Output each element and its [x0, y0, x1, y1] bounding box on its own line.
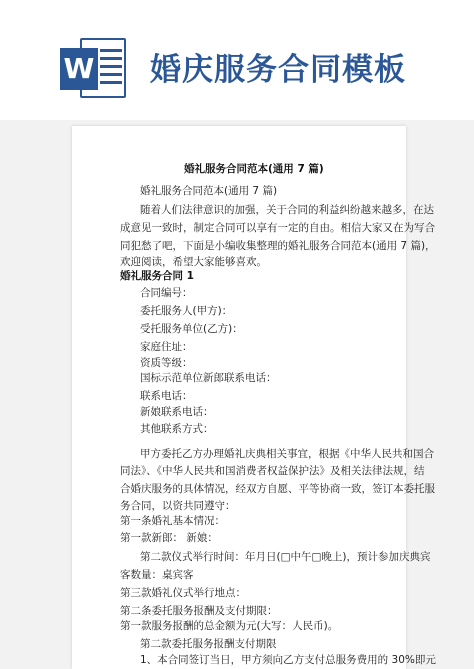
document-page: [72, 126, 436, 669]
form-field-label: 资质等级：: [140, 357, 193, 369]
banner-title: 婚庆服务合同模板: [150, 52, 406, 88]
paragraph-line: 欢迎阅读，希望大家能够喜欢。: [120, 256, 267, 268]
clause-line: 第一条婚礼基本情况：: [120, 515, 225, 527]
form-field-label: 委托服务人(甲方)：: [140, 305, 233, 317]
paragraph-line: 务合同，以资共同遵守：: [120, 500, 236, 512]
form-field-label: 联系电话：: [140, 390, 193, 402]
paragraph-line: 随着人们法律意识的加强，关于合同的利益纠纷越来越多，在达: [140, 204, 434, 216]
clause-line: 第二款委托服务报酬支付期限: [140, 638, 277, 650]
clause-line: 第一款新郎： 新娘：: [120, 532, 218, 544]
header-banner: [0, 0, 474, 96]
form-field-label: 新娘联系电话：: [140, 406, 214, 418]
paragraph-line: 成意见一致时，制定合同可以享有一定的自由。相信大家又在为写合: [120, 222, 435, 234]
clause-line: 第二条委托服务报酬及支付期限：: [120, 605, 278, 617]
form-field-label: 受托服务单位(乙方)：: [140, 323, 243, 335]
word-letter-badge: W: [60, 48, 98, 90]
clause-line: 客数量：桌宾客: [120, 569, 194, 581]
paragraph-line: 甲方委托乙方办理婚礼庆典相关事宜，根据《中华人民共和国合: [140, 448, 434, 460]
paragraph-line: 合婚庆服务的具体情况，经双方自愿、平等协商一致，签订本委托服: [120, 483, 435, 495]
paragraph-line: 同犯愁了吧，下面是小编收集整理的婚礼服务合同范本(通用 7 篇)，: [120, 240, 436, 252]
form-field-label: 其他联系方式：: [140, 423, 214, 435]
clause-line: 1、本合同签订当日，甲方须向乙方支付总服务费用的 30%即元: [140, 654, 436, 666]
form-field-label: 合同编号：: [140, 287, 193, 299]
document-title: 婚礼服务合同范本(通用 7 篇): [184, 163, 324, 175]
form-field-label: 国标示范单位新郎联系电话：: [140, 372, 277, 384]
paragraph-line: 同法》、《中华人民共和国消费者权益保护法》及相关法律法规，结: [120, 465, 425, 477]
clause-line: 第二款仪式举行时间：年月日(□中午□晚上)，预计参加庆典宾: [140, 551, 431, 563]
section-heading: 婚礼服务合同 1: [120, 270, 194, 282]
word-icon: [60, 38, 130, 98]
clause-line: 第一款服务报酬的总金额为元(大写：人民币)。: [120, 620, 339, 632]
clause-line: 第三款婚礼仪式举行地点：: [120, 587, 246, 599]
paragraph-line: 婚礼服务合同范本(通用 7 篇): [140, 185, 278, 197]
form-field-label: 家庭住址：: [140, 341, 193, 353]
